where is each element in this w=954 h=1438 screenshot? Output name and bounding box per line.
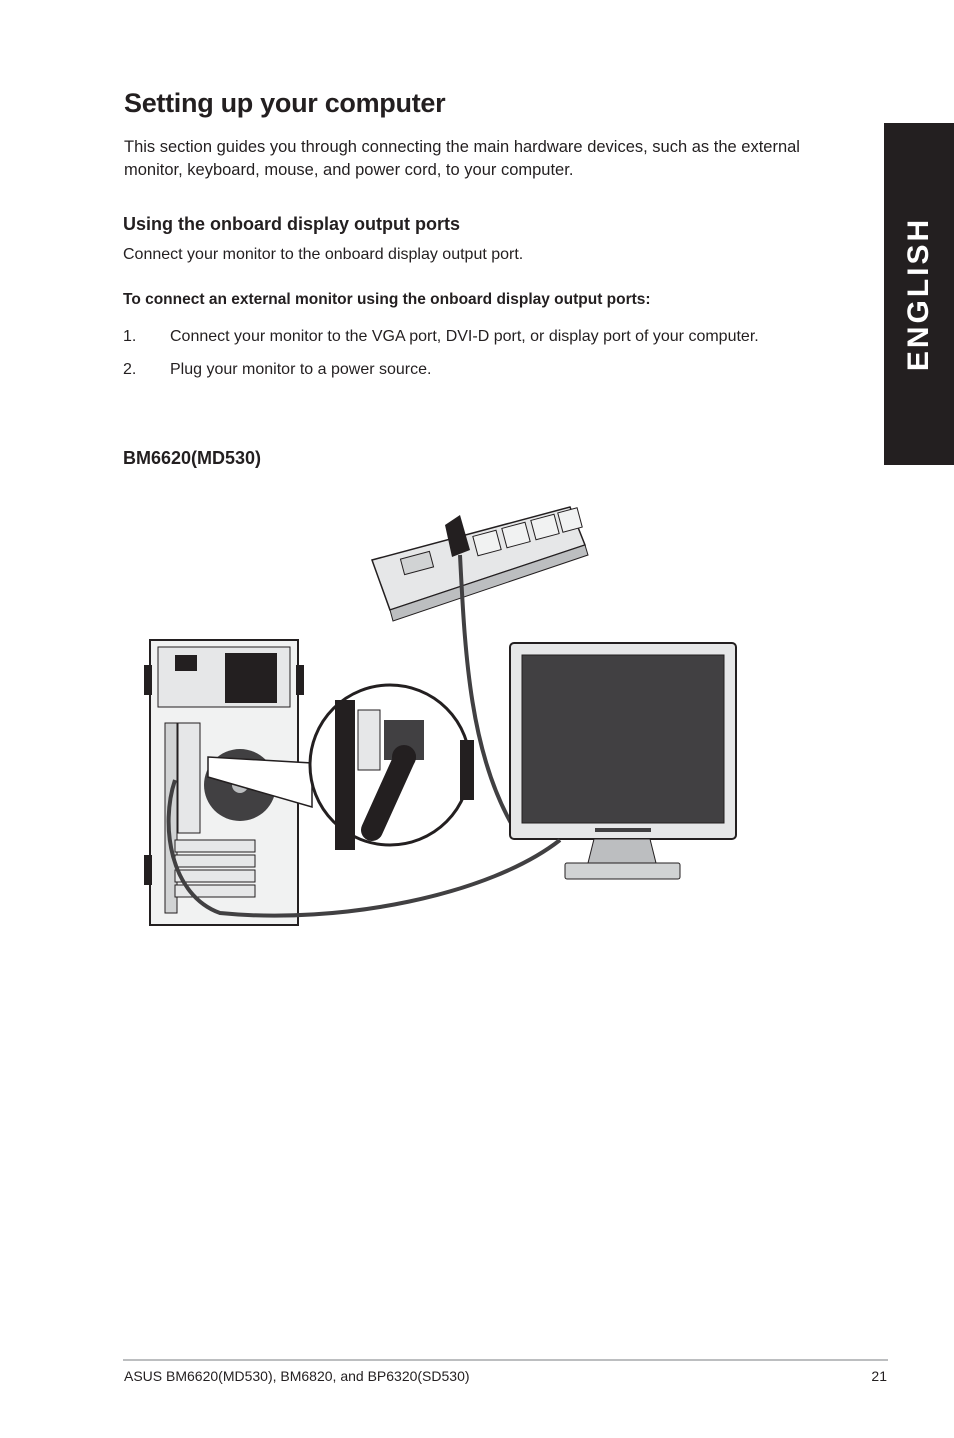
page-number: 21: [871, 1368, 887, 1384]
procedure-title: To connect an external monitor using the onboard display output ports:: [123, 291, 651, 308]
step-number: 2.: [123, 361, 137, 378]
monitor-icon: [510, 643, 736, 879]
step-number: 1.: [123, 328, 137, 345]
connection-illustration: [140, 495, 750, 935]
port-zoom-callout: [310, 685, 474, 850]
intro-paragraph: This section guides you through connecting the main hardware devices, such as the external monitor, keyboard, mouse, and power cord, to your computer.: [124, 138, 800, 179]
section-heading: Using the onboard display output ports: [123, 214, 460, 234]
page-title: Setting up your computer: [124, 88, 446, 118]
language-tab: [884, 123, 954, 465]
language-tab-label: ENGLISH: [902, 216, 935, 372]
power-strip-icon: [372, 507, 588, 621]
step-text: Plug your monitor to a power source.: [170, 361, 432, 378]
section-text: Connect your monitor to the onboard display output port.: [123, 246, 524, 263]
footer-product-name: ASUS BM6620(MD530), BM6820, and BP6320(SD530): [124, 1368, 470, 1384]
footer-rule: [123, 1359, 888, 1361]
model-heading: BM6620(MD530): [123, 448, 262, 468]
step-text: Connect your monitor to the VGA port, DVI-D port, or display port of your computer.: [170, 328, 759, 345]
